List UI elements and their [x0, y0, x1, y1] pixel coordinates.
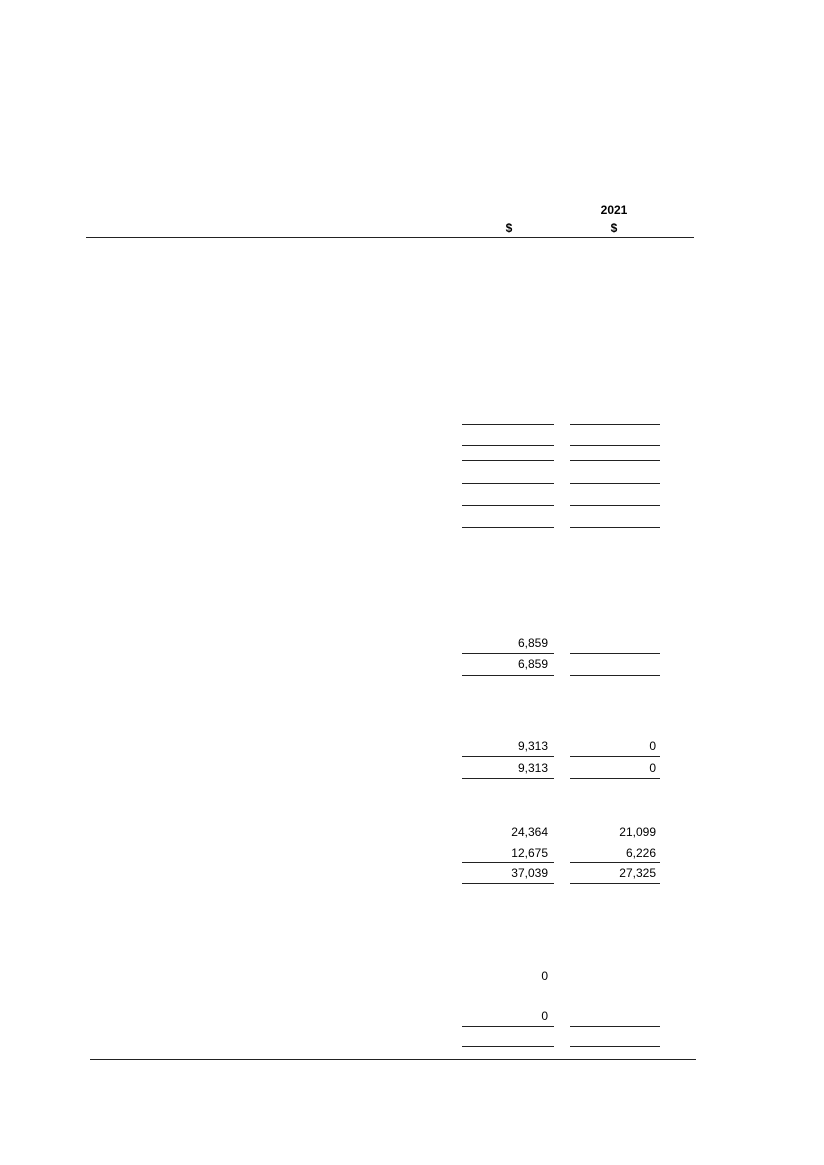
- line-item-value: 0: [541, 969, 548, 983]
- section-total-value: 6,859: [517, 657, 548, 671]
- total-underline: [570, 445, 660, 446]
- subtotal-underline: [570, 505, 660, 506]
- total-underline: [570, 778, 660, 779]
- subtotal-underline: [462, 653, 554, 654]
- total-underline: [570, 1046, 660, 1047]
- subtotal-underline: [570, 653, 660, 654]
- total-underline: [462, 675, 554, 676]
- column-2-year: 2021: [600, 203, 628, 217]
- section-total-value: 37,039: [511, 866, 548, 880]
- total-underline: [462, 1046, 554, 1047]
- subtotal-underline: [570, 756, 660, 757]
- subtotal-underline: [570, 1026, 660, 1027]
- total-underline: [570, 483, 660, 484]
- section-total-value: 9,313: [517, 761, 548, 775]
- subtotal-underline: [462, 460, 554, 461]
- subtotal-underline: [570, 460, 660, 461]
- subtotal-underline: [462, 505, 554, 506]
- line-item-value: 0: [541, 1009, 548, 1023]
- subtotal-underline: [570, 424, 660, 425]
- total-underline: [462, 483, 554, 484]
- subtotal-underline: [570, 862, 660, 863]
- total-underline: [462, 778, 554, 779]
- line-item-value: 6,859: [517, 636, 548, 650]
- statement-title-block: [190, 140, 610, 190]
- line-item-value: 21,099: [619, 825, 656, 839]
- subtotal-underline: [462, 424, 554, 425]
- subtotal-underline: [462, 756, 554, 757]
- subtotal-underline: [462, 1026, 554, 1027]
- total-underline: [462, 445, 554, 446]
- line-item-value: 24,364: [511, 825, 548, 839]
- total-underline: [570, 883, 660, 884]
- total-underline: [570, 527, 660, 528]
- line-item-value: 0: [649, 739, 656, 753]
- bottom-rule: [90, 1059, 696, 1060]
- column-2-unit: $: [610, 221, 618, 235]
- total-underline: [462, 883, 554, 884]
- total-underline: [570, 675, 660, 676]
- section-total-value: 0: [649, 761, 656, 775]
- header-rule: [86, 237, 694, 238]
- total-underline: [462, 527, 554, 528]
- line-item-value: 9,313: [517, 739, 548, 753]
- section-total-value: 27,325: [619, 866, 656, 880]
- column-1-unit: $: [505, 221, 513, 235]
- subtotal-underline: [462, 862, 554, 863]
- line-item-value: 12,675: [511, 846, 548, 860]
- line-item-value: 6,226: [625, 846, 656, 860]
